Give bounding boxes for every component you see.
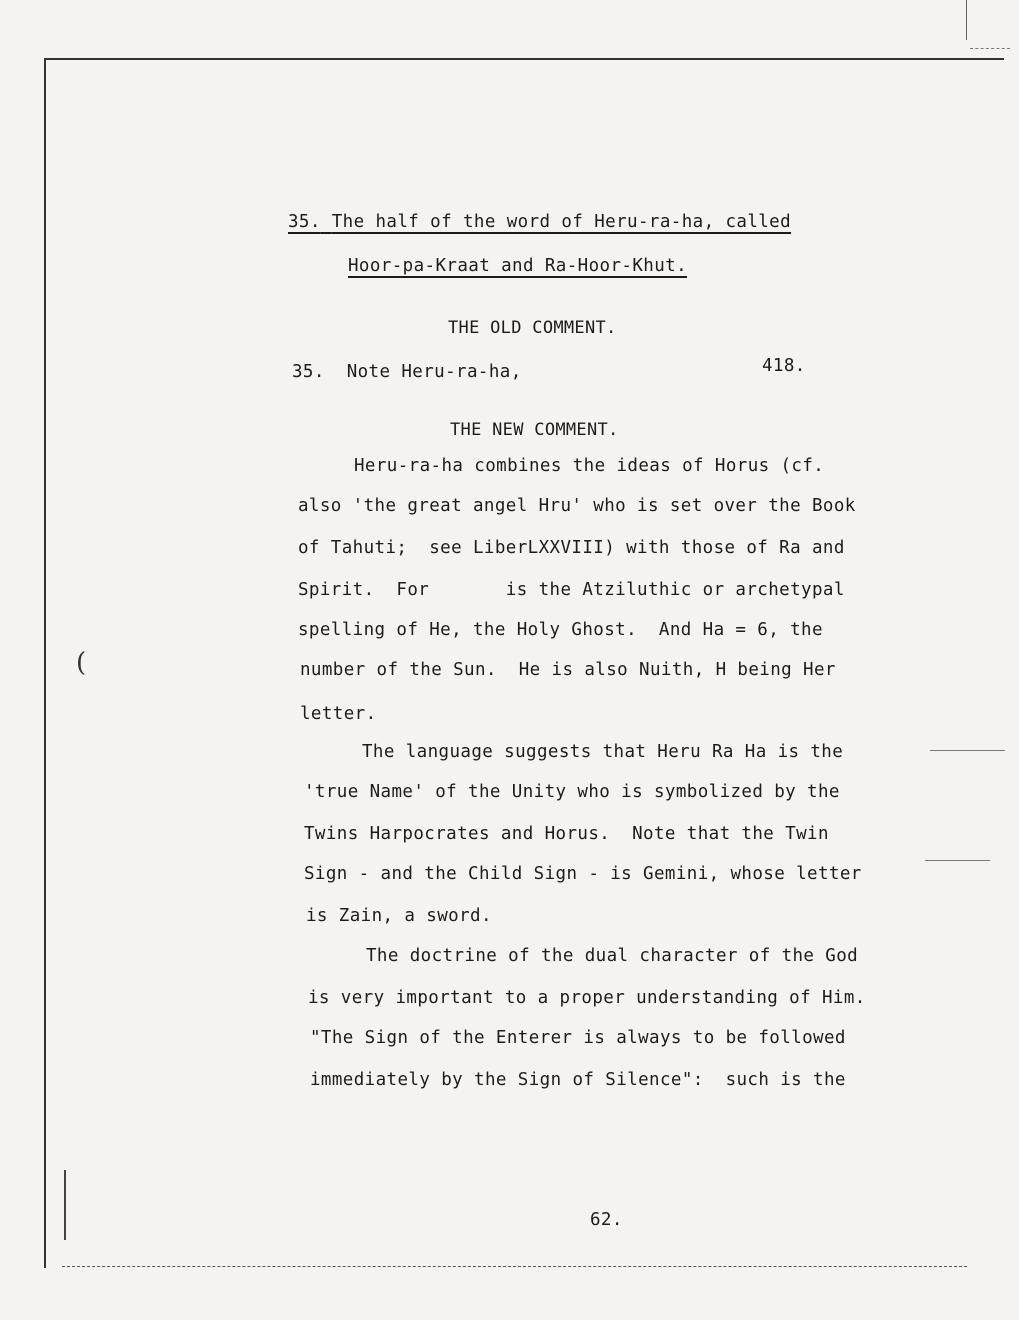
page-number: 62.	[590, 1210, 623, 1230]
bottom-rule	[62, 1266, 967, 1267]
paren-mark: (	[76, 648, 87, 678]
body-line: spelling of He, the Holy Ghost. And Ha = 6, the	[298, 620, 823, 640]
verse-number: 35.	[288, 212, 321, 232]
body-line: Spirit. For is the Atziluthic or archetypal	[298, 580, 845, 600]
body-line: 'true Name' of the Unity who is symbolized by the	[304, 782, 840, 802]
body-line: Twins Harpocrates and Horus. Note that the Twin	[304, 824, 829, 844]
body-line: is Zain, a sword.	[306, 906, 492, 926]
body-line: The language suggests that Heru Ra Ha is the	[362, 742, 844, 762]
body-line: Heru-ra-ha combines the ideas of Horus (cf.	[354, 456, 825, 476]
note-number: 35.	[292, 362, 325, 382]
verse-line-2: Hoor-pa-Kraat and Ra-Hoor-Khut.	[348, 256, 688, 276]
edge-mark	[966, 0, 967, 40]
verse-line-1	[288, 212, 791, 232]
body-line: Sign - and the Child Sign - is Gemini, whose letter	[304, 864, 862, 884]
margin-mark	[64, 1170, 66, 1240]
body-line: of Tahuti; see LiberLXXVIII) with those of Ra and	[298, 538, 845, 558]
note-text: Note Heru-ra-ha,	[346, 362, 522, 382]
body-line: letter.	[300, 704, 377, 724]
verse-text: The half of the word of Heru-ra-ha, called	[331, 212, 792, 232]
body-line: is very important to a proper understanding of Him.	[308, 988, 866, 1008]
body-line: immediately by the Sign of Silence": such is the	[310, 1070, 846, 1090]
margin-dash	[925, 860, 990, 861]
old-comment-heading: THE OLD COMMENT.	[448, 318, 617, 338]
margin-dash	[970, 48, 1010, 49]
new-comment-heading: THE NEW COMMENT.	[450, 420, 619, 440]
body-line: "The Sign of the Enterer is always to be followed	[310, 1028, 846, 1048]
body-line: number of the Sun. He is also Nuith, H being Her	[300, 660, 836, 680]
note-value: 418.	[762, 356, 806, 376]
margin-dash	[930, 750, 1005, 751]
old-comment-note	[292, 362, 522, 382]
body-line: The doctrine of the dual character of the God	[366, 946, 859, 966]
body-line: also 'the great angel Hru' who is set over the Book	[298, 496, 856, 516]
